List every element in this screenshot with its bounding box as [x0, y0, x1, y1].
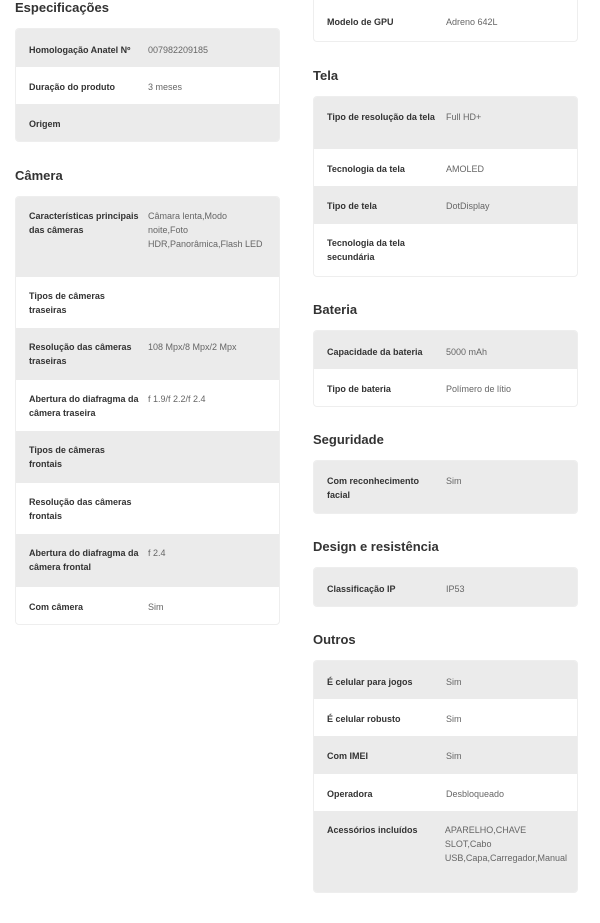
spec-value: 007982209185: [148, 45, 209, 55]
spec-key: Tipos de câmeras traseiras: [29, 291, 105, 315]
table-row: [314, 568, 577, 606]
table-tela: [313, 96, 578, 277]
spec-key: Operadora: [327, 789, 373, 799]
table-row: [314, 369, 577, 406]
table-row: [314, 461, 577, 513]
spec-value: Adreno 642L: [446, 17, 498, 27]
spec-key: Classificação IP: [327, 584, 396, 594]
table-row: [16, 380, 279, 431]
spec-key: Tipo de resolução da tela: [327, 112, 435, 122]
table-row: [16, 483, 279, 534]
spec-key: Com câmera: [29, 602, 84, 612]
table-row: [314, 224, 577, 276]
spec-value: Desbloqueado: [446, 789, 505, 799]
spec-key: Tecnologia da tela secundária: [327, 238, 405, 262]
table-row: [314, 736, 577, 774]
spec-value: f 2.4: [148, 548, 166, 558]
spec-key: Abertura do diafragma da câmera frontal: [29, 548, 139, 572]
table-row: [314, 0, 577, 41]
spec-value: Sim: [446, 714, 462, 724]
spec-key: Com IMEI: [327, 751, 369, 761]
table-row: [16, 328, 279, 380]
table-row: [314, 699, 577, 736]
spec-value: f 1.9/f 2.2/f 2.4: [148, 394, 206, 404]
table-row: [314, 97, 577, 149]
spec-value: IP53: [446, 584, 465, 594]
spec-value: 3 meses: [148, 82, 183, 92]
table-row: [314, 661, 577, 699]
table-row: [314, 811, 577, 892]
table-row: [16, 67, 279, 104]
spec-key: Resolução das câmeras traseiras: [29, 342, 132, 366]
table-row: [314, 774, 577, 811]
spec-key: É celular para jogos: [327, 677, 413, 687]
spec-key: Origem: [29, 119, 61, 129]
spec-key: Duração do produto: [29, 82, 115, 92]
table-row: [16, 197, 279, 277]
table-seguridade: [313, 460, 578, 514]
table-especificacoes: [15, 28, 280, 142]
table-row: [314, 186, 577, 224]
spec-key: Tipo de tela: [327, 201, 377, 211]
spec-value: 108 Mpx/8 Mpx/2 Mpx: [148, 342, 237, 352]
table-gpu: [313, 0, 578, 42]
section-title-bateria: Bateria: [313, 302, 358, 317]
table-outros: [313, 660, 578, 893]
section-title-design: Design e resistência: [313, 539, 439, 554]
table-camera: [15, 196, 280, 625]
table-bateria: [313, 330, 578, 407]
table-row: [314, 149, 577, 186]
spec-key: Tipo de bateria: [327, 384, 391, 394]
spec-value: APARELHO,CHAVE SLOT,Cabo USB,Capa,Carregador,Manual: [444, 825, 567, 863]
table-row: [16, 431, 279, 483]
spec-value: DotDisplay: [446, 201, 490, 211]
spec-key: Capacidade da bateria: [327, 347, 423, 357]
spec-key: Acessórios incluídos: [327, 825, 418, 835]
spec-value: Sim: [446, 677, 462, 687]
spec-key: Características principais das câmeras: [29, 211, 139, 235]
section-title-outros: Outros: [313, 632, 356, 647]
spec-key: Homologação Anatel Nº: [29, 45, 131, 55]
section-title-tela: Tela: [313, 68, 339, 83]
spec-value: Sim: [446, 476, 462, 486]
section-title-camera: Câmera: [15, 168, 63, 183]
table-design: [313, 567, 578, 607]
spec-value: Sim: [446, 751, 462, 761]
table-row: [16, 104, 279, 141]
spec-value: 5000 mAh: [446, 347, 488, 357]
spec-key: Modelo de GPU: [327, 17, 394, 27]
spec-key: Resolução das câmeras frontais: [29, 497, 132, 521]
spec-value: AMOLED: [446, 164, 485, 174]
spec-value: Sim: [148, 602, 164, 612]
section-title-seguridade: Seguridade: [313, 432, 384, 447]
spec-key: Abertura do diafragma da câmera traseira: [29, 394, 139, 418]
table-row: [16, 587, 279, 624]
spec-key: Tipos de câmeras frontais: [29, 445, 105, 469]
spec-value: Polímero de lítio: [446, 384, 512, 394]
spec-value: Full HD+: [446, 112, 482, 122]
spec-key: Tecnologia da tela: [327, 164, 405, 174]
table-row: [16, 29, 279, 67]
spec-key: É celular robusto: [327, 714, 401, 724]
spec-key: Com reconhecimento facial: [327, 476, 420, 500]
table-row: [314, 331, 577, 369]
spec-value: Câmara lenta,Modo noite,Foto HDR,Panorâmica,Flash LED: [148, 211, 263, 249]
table-row: [16, 277, 279, 328]
table-row: [16, 534, 279, 587]
section-title-especificacoes: Especificações: [15, 0, 109, 15]
